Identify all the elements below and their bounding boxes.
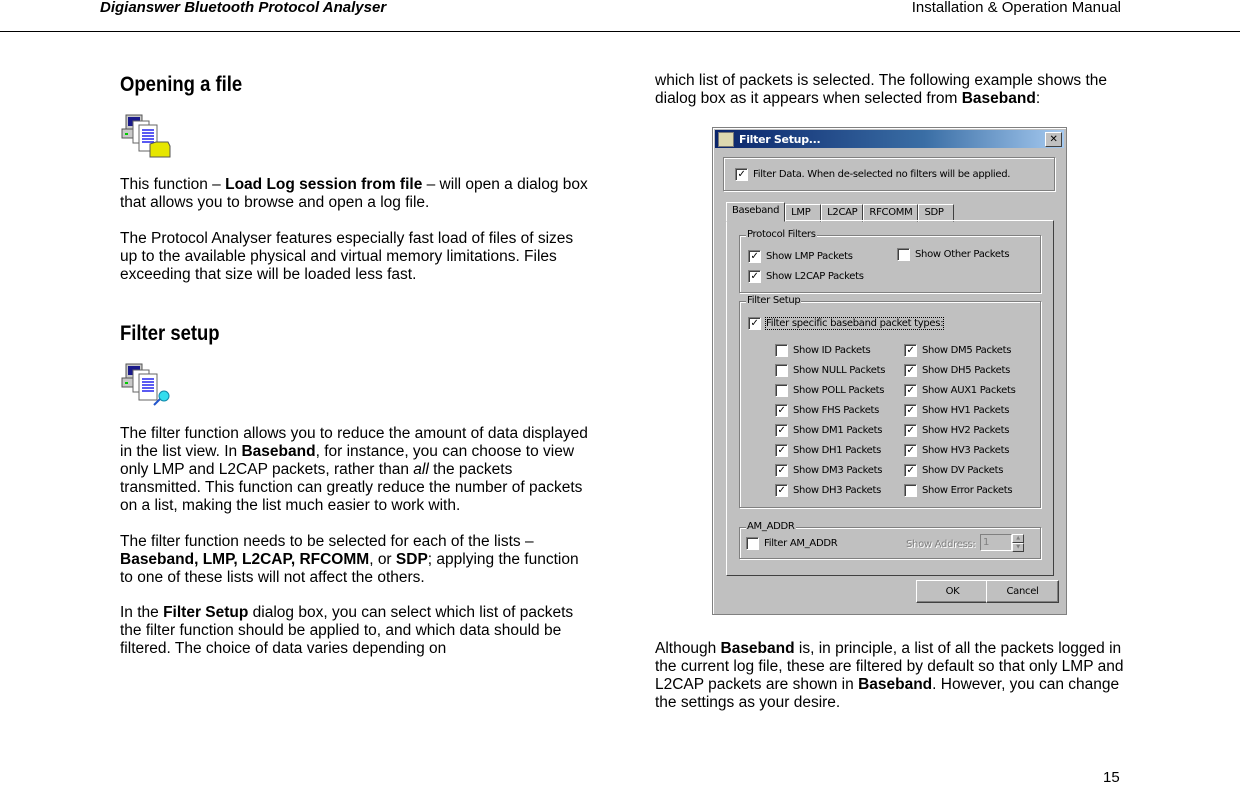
packet-filter-row[interactable] <box>775 364 885 377</box>
packet-filter-row[interactable] <box>775 344 870 357</box>
filter-setup-dialog <box>712 127 1067 615</box>
filter-data-checkbox-row[interactable] <box>735 168 1010 181</box>
close-button[interactable]: ✕ <box>1045 132 1062 147</box>
show-lmp-label: Show LMP Packets <box>766 251 853 262</box>
filter-data-checkbox[interactable]: ✓ <box>735 168 748 181</box>
packet-filter-checkbox[interactable]: ✓ <box>904 464 917 477</box>
show-other-checkbox[interactable] <box>897 248 910 261</box>
tab-l2cap[interactable]: L2CAP <box>821 204 863 222</box>
packet-filter-row[interactable] <box>904 484 1012 497</box>
packet-filter-checkbox[interactable]: ✓ <box>904 404 917 417</box>
filter-specific-checkbox[interactable]: ✓ <box>748 317 761 330</box>
filter-setup-group <box>739 295 1041 508</box>
packet-filter-label: Show DH5 Packets <box>922 365 1011 376</box>
packet-filter-checkbox[interactable]: ✓ <box>904 344 917 357</box>
packet-filter-checkbox[interactable] <box>775 384 788 397</box>
left-column <box>120 73 590 658</box>
packet-filter-label: Show DV Packets <box>922 465 1004 476</box>
filter-log-icon <box>120 361 176 411</box>
packet-filter-label: Show HV1 Packets <box>922 405 1010 416</box>
packet-filter-row[interactable] <box>775 424 882 437</box>
filter-am-addr-label: Filter AM_ADDR <box>764 538 838 549</box>
packet-filter-row[interactable] <box>775 404 879 417</box>
show-other-row[interactable] <box>897 248 1009 261</box>
packet-filter-label: Show NULL Packets <box>793 365 886 376</box>
protocol-filters-legend: Protocol Filters <box>747 229 816 240</box>
packet-filter-checkbox[interactable]: ✓ <box>775 444 788 457</box>
ok-button[interactable]: OK <box>916 580 989 603</box>
packet-filter-checkbox[interactable]: ✓ <box>904 384 917 397</box>
filter-data-frame <box>723 157 1055 191</box>
show-lmp-row[interactable] <box>748 250 853 263</box>
filter-setup-legend: Filter Setup <box>747 295 801 306</box>
packet-filter-row[interactable] <box>904 344 1011 357</box>
am-addr-group <box>739 521 1041 559</box>
packet-filter-label: Show POLL Packets <box>793 385 885 396</box>
opening-paragraph-2: The Protocol Analyser features especially fast load of files of sizes up to the available physical and virtual memory limitations. Files exceeding that size will be loaded less fast. <box>120 230 574 283</box>
tab-rfcomm[interactable]: RFCOMM <box>863 204 918 222</box>
tab-sdp[interactable]: SDP <box>918 204 954 222</box>
packet-filter-row[interactable] <box>904 404 1009 417</box>
packet-filter-row[interactable] <box>775 484 881 497</box>
spin-up-icon[interactable]: ▲ <box>1012 534 1024 543</box>
packet-filter-checkbox[interactable] <box>775 364 788 377</box>
show-address-value[interactable]: 1 <box>980 534 1012 551</box>
right-column <box>655 72 1135 108</box>
show-other-label: Show Other Packets <box>915 249 1010 260</box>
packet-filter-checkbox[interactable]: ✓ <box>775 404 788 417</box>
show-address-label: Show Address: <box>906 539 976 550</box>
packet-filter-label: Show HV3 Packets <box>922 445 1010 456</box>
filter-specific-row[interactable] <box>748 317 943 330</box>
show-l2cap-checkbox[interactable]: ✓ <box>748 270 761 283</box>
am-addr-legend: AM_ADDR <box>747 521 795 532</box>
filter-app-icon <box>718 132 734 147</box>
dialog-titlebar[interactable] <box>715 130 1064 148</box>
load-log-file-icon <box>120 112 176 162</box>
tab-lmp[interactable]: LMP <box>785 204 821 222</box>
packet-filter-label: Show DM5 Packets <box>922 345 1012 356</box>
dialog-title: Filter Setup... <box>739 132 821 146</box>
packet-filter-checkbox[interactable]: ✓ <box>775 484 788 497</box>
filter-paragraph-4: which list of packets is selected. The following example shows the dialog box as it appears when selected from Baseband: <box>655 72 1108 107</box>
show-l2cap-row[interactable] <box>748 270 864 283</box>
packet-filter-checkbox[interactable] <box>904 484 917 497</box>
page-number: 15 <box>1103 769 1120 786</box>
packet-filter-label: Show DM1 Packets <box>793 425 883 436</box>
packet-filter-label: Show AUX1 Packets <box>922 385 1016 396</box>
filter-paragraph-5: Although Baseband is, in principle, a list of all the packets logged in the current log file, these are filtered by default so that only LMP and L2CAP packets are shown in Baseband. However, you can change the settings as your desire. <box>655 640 1124 711</box>
packet-filter-checkbox[interactable]: ✓ <box>775 464 788 477</box>
filter-paragraph-1: The filter function allows you to reduce the amount of data displayed in the list view. In Baseband, for instance, you can choose to view only LMP and L2CAP packets, rather than all the packets transmitted. This function can greatly reduce the number of packets on a list, making the list much easier to work with. <box>120 425 588 514</box>
packet-filter-row[interactable] <box>904 464 1003 477</box>
filter-specific-label: Filter specific baseband packet types: <box>766 318 944 329</box>
packet-filter-row[interactable] <box>775 464 882 477</box>
packet-filter-row[interactable] <box>904 444 1009 457</box>
packet-filter-label: Show ID Packets <box>793 345 871 356</box>
spin-down-icon[interactable]: ▼ <box>1012 543 1024 552</box>
packet-filter-row[interactable] <box>904 384 1016 397</box>
filter-am-addr-row[interactable] <box>746 537 837 550</box>
tab-baseband[interactable]: Baseband <box>726 202 785 222</box>
tab-strip <box>726 202 954 222</box>
packet-filter-label: Show DH3 Packets <box>793 485 882 496</box>
cancel-button[interactable]: Cancel <box>986 580 1059 603</box>
packet-filter-row[interactable] <box>904 424 1009 437</box>
packet-filter-checkbox[interactable]: ✓ <box>775 424 788 437</box>
filter-data-label: Filter Data. When de-selected no filters will be applied. <box>753 169 1011 180</box>
packet-filter-row[interactable] <box>775 384 884 397</box>
heading-opening-a-file: Opening a file <box>120 73 243 96</box>
packet-filter-row[interactable] <box>775 444 881 457</box>
filter-am-addr-checkbox[interactable] <box>746 537 759 550</box>
right-column-bottom <box>655 640 1135 712</box>
packet-filter-checkbox[interactable]: ✓ <box>904 444 917 457</box>
packet-filter-checkbox[interactable] <box>775 344 788 357</box>
filter-paragraph-2: The filter function needs to be selected for each of the lists – Baseband, LMP, L2CAP, RFCOMM, or SDP; applying the function to one of these lists will not affect the others. <box>120 533 579 586</box>
packet-filter-checkbox[interactable]: ✓ <box>904 424 917 437</box>
packet-filter-checkbox[interactable]: ✓ <box>904 364 917 377</box>
packet-filter-label: Show DH1 Packets <box>793 445 882 456</box>
packet-filter-label: Show DM3 Packets <box>793 465 883 476</box>
show-address-spinner[interactable] <box>980 534 1024 552</box>
header-rule <box>0 31 1240 32</box>
packet-filter-label: Show HV2 Packets <box>922 425 1010 436</box>
show-l2cap-label: Show L2CAP Packets <box>766 271 864 282</box>
manual-title: Installation & Operation Manual <box>911 0 1121 16</box>
heading-filter-setup: Filter setup <box>120 322 220 345</box>
packet-filter-row[interactable] <box>904 364 1010 377</box>
document-title: Digianswer Bluetooth Protocol Analyser <box>100 0 387 16</box>
protocol-filters-group <box>739 229 1041 293</box>
packet-filter-label: Show Error Packets <box>922 485 1013 496</box>
opening-paragraph-1: This function – Load Log session from file – will open a dialog box that allows you to browse and open a log file. <box>120 176 588 211</box>
filter-paragraph-3: In the Filter Setup dialog box, you can select which list of packets the filter function should be applied to, and which data should be filtered. The choice of data varies depending on <box>120 604 574 657</box>
packet-filter-label: Show FHS Packets <box>793 405 880 416</box>
baseband-tab-panel <box>726 220 1054 576</box>
show-lmp-checkbox[interactable]: ✓ <box>748 250 761 263</box>
